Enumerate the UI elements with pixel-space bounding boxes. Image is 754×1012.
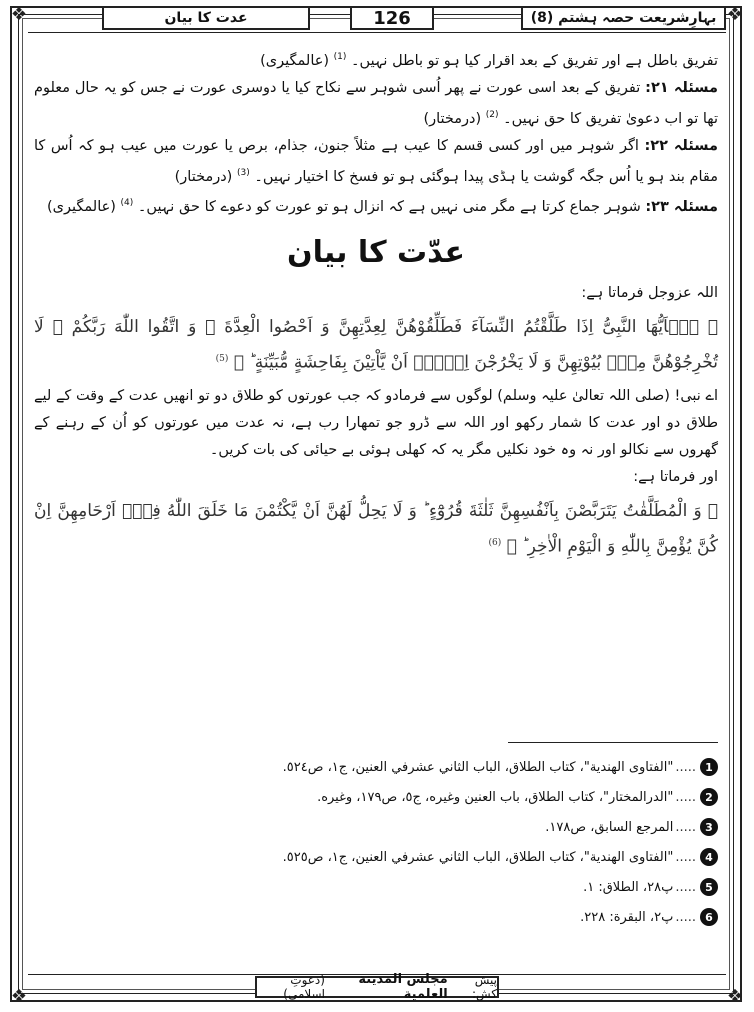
- footnote-number: 2: [700, 788, 718, 806]
- footnote-text: "الدرالمختار"، كتاب الطلاق، باب العنين وغيره، ج٥، ص١٧٩، وغيره.: [317, 789, 674, 805]
- quran-text: ﴿ وَ الْمُطَلَّقٰتُ یَتَرَبَّصْنَ بِاَنْفُسِهِنَّ ثَلٰثَةَ قُرُوْٓءٍ ؕ وَ لَا یَحِلُّ لَهُنَّ اَنْ یَّكْتُمْنَ مَا خَلَقَ اللّٰهُ فِیْۤ اَرْحَامِهِنَّ اِنْ كُنَّ یُؤْمِنَّ بِاللّٰهِ وَ الْیَوْمِ الْاٰخِرِ ؕ ﴾: [34, 500, 718, 557]
- footnote-text: المرجع السابق، ص١٧٨.: [545, 819, 674, 835]
- source-citation: (عالمگیری): [47, 199, 116, 216]
- paragraph-text: تفریق کے بعد اسی عورت نے پھر اُسی شوہر سے نکاح کیا یا دوسری عورت نے جس کو یہ حال معلوم تھا تو اب دعویٰ تفریق کا حق نہیں۔: [34, 79, 718, 127]
- footnote-item: [34, 752, 718, 782]
- masala-label: مسئلہ ۲۱:: [645, 79, 718, 96]
- footnote-item: [34, 782, 718, 812]
- page-header: [28, 6, 726, 32]
- footnote-dots: .....: [675, 759, 696, 775]
- footnote-text: پ٢، البقرة: ٢٢٨.: [580, 909, 674, 925]
- footnote-dots: .....: [675, 849, 696, 865]
- quran-text: ﴿ یٰۤاَیُّهَا النَّبِیُّ اِذَا طَلَّقْتُمُ النِّسَآءَ فَطَلِّقُوْهُنَّ لِعِدَّتِهِنَّ وَ اَحْصُوا الْعِدَّةَ ۚ وَ اتَّقُوا اللّٰهَ رَبَّكُمْ ۚ لَا تُخْرِجُوْهُنَّ مِنْۢ بُیُوْتِهِنَّ وَ لَا یَخْرُجْنَ اِلَّاۤ اَنْ یَّاْتِیْنَ بِفَاحِشَةٍ مُّبَیِّنَةٍ ؕ ﴾: [34, 317, 718, 373]
- footnote-ref[interactable]: (2): [485, 109, 499, 120]
- publisher-suffix: (دعوتِ اسلامی): [283, 973, 325, 1001]
- footer-prefix: پیش کش:: [471, 973, 497, 1001]
- footnote-number: 4: [700, 848, 718, 866]
- footnote-number: 1: [700, 758, 718, 776]
- footnote-text: "الفتاوی الهندية"، كتاب الطلاق، الباب الثاني عشرفي العنين، ج١، ص٥٢٥.: [282, 849, 674, 865]
- header-rule: [28, 32, 726, 33]
- masala-21: [34, 75, 718, 133]
- footnote-item: [34, 902, 718, 932]
- page-footer: [255, 972, 499, 1002]
- paragraph-text: تفریق باطل ہے اور تفریق کے بعد اقرار کیا ہو تو باطل نہیں۔: [351, 52, 718, 69]
- translation-1: اے نبی! (صلی اللہ تعالیٰ علیہ وسلم) لوگوں سے فرمادو کہ جب عورتوں کو طلاق دو تو انھیں عدت کے وقت کے لیے طلاق دو اور عدت کا شمار رکھو اور اللہ سے ڈرو جو تمھارا رب ہے، نہ عدت میں عورتوں کو اُن کے رہنے کے گھروں سے نکالو اور نہ وہ خود نکلیں مگر یہ کہ کھلی ہوئی بے حیائی کی بات کریں۔: [34, 387, 718, 458]
- footnote-text: "الفتاوی الهندية"، كتاب الطلاق، الباب الثاني عشرفي العنين، ج١، ص٥٢٤.: [282, 759, 674, 775]
- footnote-number: 3: [700, 818, 718, 836]
- page-number: 126: [350, 6, 434, 30]
- footnote-item: [34, 842, 718, 872]
- footnote-number: 6: [700, 908, 718, 926]
- chapter-title-label: عدت کا بیان: [102, 6, 310, 30]
- corner-ornament-icon: ❖: [726, 4, 744, 25]
- footnote-dots: .....: [675, 789, 696, 805]
- page-body: [34, 44, 718, 567]
- masala-23: [34, 190, 718, 221]
- footnote-text: پ٢٨، الطلاق: ١.: [583, 879, 674, 895]
- footnote-ref[interactable]: (5): [215, 354, 229, 365]
- footnote-dots: .....: [675, 819, 696, 835]
- footnote-dots: .....: [675, 879, 696, 895]
- footnote-ref[interactable]: (6): [488, 537, 502, 548]
- footnote-number: 5: [700, 878, 718, 896]
- intro-line-2: اور فرماتا ہے:: [633, 468, 718, 485]
- footnote-rule: [508, 742, 718, 743]
- masala-label: مسئلہ ۲۳:: [645, 199, 718, 216]
- footnote-dots: .....: [675, 909, 696, 925]
- footnote-item: [34, 872, 718, 902]
- quran-verse-1: [34, 311, 718, 379]
- quran-verse-2: [34, 495, 718, 563]
- corner-ornament-icon: ❖: [10, 986, 28, 1007]
- section-title: عدّت کا بیان: [287, 235, 465, 271]
- book-part-label: بہارِشریعت حصہ ہشتم (8): [521, 6, 726, 30]
- source-citation: (عالمگیری): [260, 52, 330, 69]
- footnote-item: [34, 812, 718, 842]
- source-citation: (درمختار): [174, 168, 233, 185]
- masala-22: [34, 133, 718, 191]
- footnote-ref[interactable]: (1): [333, 52, 347, 62]
- footnote-ref[interactable]: (4): [120, 198, 134, 209]
- publisher-name: مجلس المدينة العلمية: [358, 972, 448, 1002]
- paragraph-1: [34, 44, 718, 75]
- source-citation: (درمختار): [423, 110, 482, 127]
- masala-label: مسئلہ ۲۲:: [644, 137, 718, 154]
- paragraph-text: اگر شوہر میں اور کسی قسم کا عیب ہے مثلاً جنون، جذام، برص یا عورت میں عیب ہو کہ اُس کا مقام بند ہو یا اُس جگہ گوشت یا ہڈی پیدا ہوگئی ہو تو فسخ کا اختیار نہیں۔: [34, 137, 718, 185]
- corner-ornament-icon: ❖: [726, 986, 744, 1007]
- corner-ornament-icon: ❖: [10, 4, 28, 25]
- footnotes: [34, 752, 718, 932]
- paragraph-text: شوہر جماع کرتا ہے مگر منی نہیں ہے کہ انزال ہو تو عورت کو دعوے کا حق نہیں۔: [137, 199, 641, 216]
- intro-line: اللہ عزوجل فرماتا ہے:: [581, 285, 718, 302]
- footnote-ref[interactable]: (3): [236, 167, 250, 178]
